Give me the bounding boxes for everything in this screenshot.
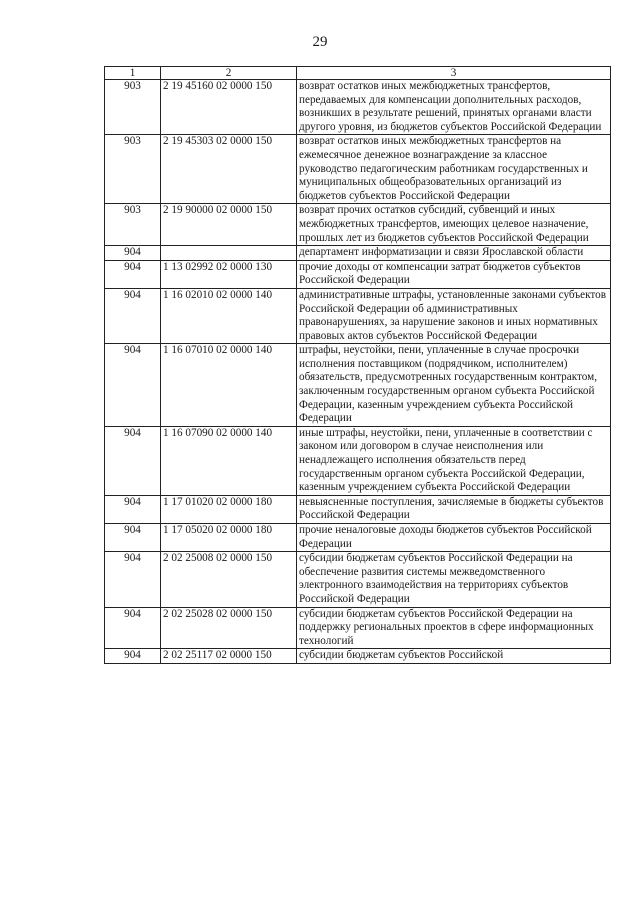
admin-code-cell: 904	[105, 495, 161, 523]
revenue-name-cell: административные штрафы, установленные законами субъектов Российской Федерации об административных правонарушениях, за нарушение законов и иных нормативных правовых актов субъектов Российской Федерации	[297, 288, 611, 343]
table-row	[105, 288, 611, 343]
table-row	[105, 135, 611, 204]
revenue-code-cell: 2 02 25117 02 0000 150	[161, 649, 297, 664]
admin-code-cell: 903	[105, 80, 161, 135]
revenue-name-cell: прочие доходы от компенсации затрат бюджетов субъектов Российской Федерации	[297, 260, 611, 288]
admin-code-cell: 903	[105, 204, 161, 246]
revenue-name-cell: возврат остатков иных межбюджетных трансфертов, передаваемых для компенсации дополнительных расходов, возникших в результате решений, принятых органами власти другого уровня, из бюджетов субъектов Российской Федерации	[297, 80, 611, 135]
table-row	[105, 649, 611, 664]
revenue-name-cell: прочие неналоговые доходы бюджетов субъектов Российской Федерации	[297, 524, 611, 552]
table-row	[105, 495, 611, 523]
revenue-code-cell: 1 16 02010 02 0000 140	[161, 288, 297, 343]
admin-code-cell: 903	[105, 135, 161, 204]
admin-code-cell: 904	[105, 524, 161, 552]
page-number: 29	[312, 34, 328, 50]
revenue-code-cell: 2 02 25008 02 0000 150	[161, 552, 297, 607]
table-header-row	[105, 67, 611, 80]
revenue-name-cell: департамент информатизации и связи Ярославской области	[297, 246, 611, 261]
revenue-code-cell: 2 19 45160 02 0000 150	[161, 80, 297, 135]
column-header-3: 3	[297, 67, 611, 80]
column-header-2: 2	[161, 67, 297, 80]
table-row	[105, 607, 611, 649]
revenue-name-cell: иные штрафы, неустойки, пени, уплаченные в соответствии с законом или договором в случае неисполнения или ненадлежащего исполнения обязательств перед государственным органом субъекта Российской Федерации, казенным учреждением субъекта Российской Федерации	[297, 426, 611, 495]
revenue-code-cell: 1 13 02992 02 0000 130	[161, 260, 297, 288]
revenue-code-cell: 1 16 07090 02 0000 140	[161, 426, 297, 495]
revenue-name-cell: штрафы, неустойки, пени, уплаченные в случае просрочки исполнения поставщиком (подрядчиком, исполнителем) обязательств, предусмотренных государственным контрактом, заключенным государственным органом субъекта Российской Федерации, казенным учреждением субъекта Российской Федерации	[297, 344, 611, 427]
table-row	[105, 552, 611, 607]
admin-code-cell: 904	[105, 649, 161, 664]
revenue-code-cell: 1 17 01020 02 0000 180	[161, 495, 297, 523]
revenue-name-cell: возврат прочих остатков субсидий, субвенций и иных межбюджетных трансфертов, имеющих целевое назначение, прошлых лет из бюджетов субъектов Российской Федерации	[297, 204, 611, 246]
revenue-name-cell: невыясненные поступления, зачисляемые в бюджеты субъектов Российской Федерации	[297, 495, 611, 523]
admin-code-cell: 904	[105, 607, 161, 649]
admin-code-cell: 904	[105, 288, 161, 343]
revenue-name-cell: возврат остатков иных межбюджетных трансфертов на ежемесячное денежное вознаграждение за классное руководство педагогическим работникам государственных и муниципальных общеобразовательных организаций из бюджетов субъектов Российской Федерации	[297, 135, 611, 204]
revenue-code-cell: 2 19 90000 02 0000 150	[161, 204, 297, 246]
column-header-1: 1	[105, 67, 161, 80]
revenue-name-cell: субсидии бюджетам субъектов Российской	[297, 649, 611, 664]
revenue-name-cell: субсидии бюджетам субъектов Российской Федерации на поддержку региональных проектов в сфере информационных технологий	[297, 607, 611, 649]
admin-code-cell: 904	[105, 426, 161, 495]
table-row	[105, 524, 611, 552]
table-row	[105, 344, 611, 427]
revenue-code-cell: 2 02 25028 02 0000 150	[161, 607, 297, 649]
admin-code-cell: 904	[105, 260, 161, 288]
budget-classification-table	[104, 66, 611, 664]
table-row	[105, 426, 611, 495]
revenue-name-cell: субсидии бюджетам субъектов Российской Федерации на обеспечение развития системы межведомственного электронного взаимодействия на территориях субъектов Российской Федерации	[297, 552, 611, 607]
admin-code-cell: 904	[105, 344, 161, 427]
table-row	[105, 204, 611, 246]
revenue-code-cell	[161, 246, 297, 261]
revenue-code-cell: 1 17 05020 02 0000 180	[161, 524, 297, 552]
revenue-code-cell: 2 19 45303 02 0000 150	[161, 135, 297, 204]
admin-code-cell: 904	[105, 552, 161, 607]
table-row	[105, 80, 611, 135]
table-row	[105, 246, 611, 261]
revenue-code-cell: 1 16 07010 02 0000 140	[161, 344, 297, 427]
table-row	[105, 260, 611, 288]
admin-code-cell: 904	[105, 246, 161, 261]
